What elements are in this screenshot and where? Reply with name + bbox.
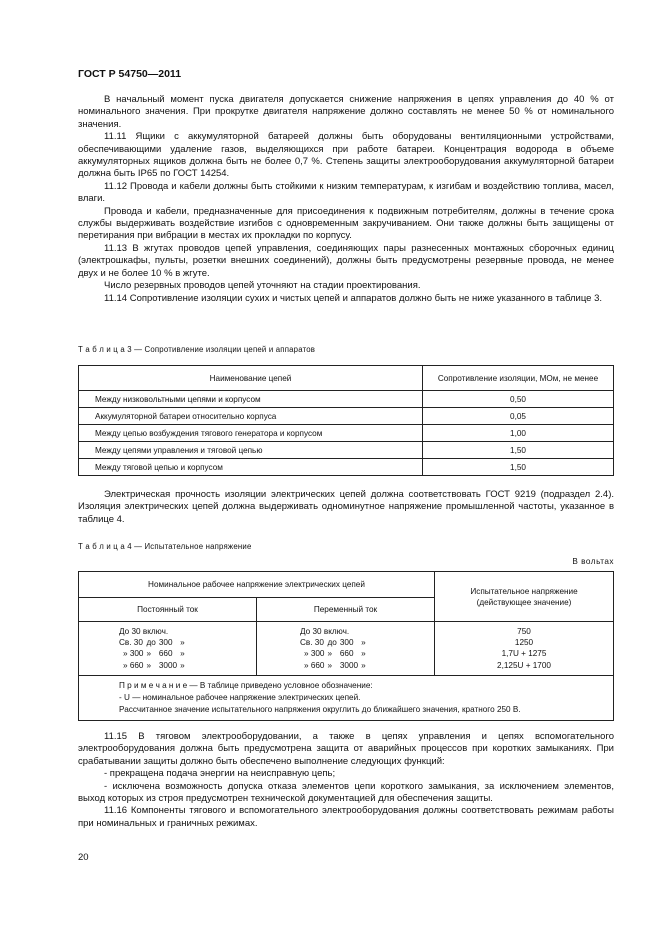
table4-header-group: Номинальное рабочее напряжение электрических цепей bbox=[79, 572, 435, 598]
document-header: ГОСТ Р 54750—2011 bbox=[78, 68, 182, 80]
paragraph: В начальный момент пуска двигателя допускается снижение напряжения в цепях управления до 40 % от номинального значения. При прокрутке двигателя напряжение должно составлять не менее 50 % от номинального значения. bbox=[78, 94, 614, 130]
table-cell: 1,50 bbox=[423, 442, 614, 459]
range-cell: » bbox=[180, 660, 185, 670]
range-cell: » 660 bbox=[123, 660, 144, 670]
table4-header-dc: Постоянный ток bbox=[79, 598, 257, 622]
range-cell: 3000 bbox=[158, 660, 178, 670]
range-cell: » 300 bbox=[304, 649, 325, 659]
table-row bbox=[79, 442, 614, 459]
table-cell: 1,00 bbox=[423, 425, 614, 442]
range-cell: 3000 bbox=[339, 660, 359, 670]
range-cell: » bbox=[361, 660, 366, 670]
range-cell: Св. 30 bbox=[300, 638, 324, 648]
paragraph-11-11: 11.11 Ящики с аккумуляторной батареей должны быть оборудованы вентиляционными устройствами, обеспечивающими удаление газов, выделяющихся при работе батареи. Концентрация водорода в объеме аккумуляторных ящиков должна быть не более 0,7 %. Степень защиты электрооборудования аккумуляторной батареи должна быть IP65 по ГОСТ 14254. bbox=[78, 131, 614, 180]
table3 bbox=[78, 365, 614, 476]
test-value: 1250 bbox=[514, 638, 534, 648]
text-block-mid bbox=[78, 489, 614, 526]
table4-caption: Т а б л и ц а 4 — Испытательное напряжение bbox=[78, 542, 252, 551]
range-cell: 660 bbox=[339, 649, 354, 659]
table-cell: 0,50 bbox=[423, 391, 614, 408]
range-cell: » bbox=[361, 649, 366, 659]
table-row bbox=[79, 391, 614, 408]
table-cell: Между низковольтными цепями и корпусом bbox=[79, 391, 423, 408]
table-row bbox=[79, 459, 614, 476]
table4 bbox=[78, 571, 614, 721]
table-cell: 0,05 bbox=[423, 408, 614, 425]
header-line: (действующее значение) bbox=[476, 597, 572, 607]
table-cell: Аккумуляторной батареи относительно корпуса bbox=[79, 408, 423, 425]
paragraph: - прекращена подача энергии на неисправную цепь; bbox=[104, 768, 336, 780]
range-cell: до bbox=[327, 638, 337, 648]
table4-header-test bbox=[435, 572, 614, 622]
note-title: П р и м е ч а н и е — В таблице приведено условное обозначение: bbox=[119, 680, 373, 690]
range-cell: » bbox=[180, 638, 185, 648]
test-value: 750 bbox=[517, 627, 531, 636]
paragraph: - исключена возможность допуска отказа элементов цепи короткого замыкания, за исключением элементов, выход которых из строя предусмотрен технической документацией для обеспечения защиты. bbox=[78, 780, 614, 805]
page-number: 20 bbox=[78, 852, 89, 863]
text-block-bottom bbox=[78, 731, 614, 830]
range-cell: » bbox=[327, 649, 333, 659]
note-line: - U — номинальное рабочее напряжение электрических цепей. bbox=[119, 693, 361, 703]
paragraph-11-12: 11.12 Провода и кабели должны быть стойкими к низким температурам, к изгибам и воздействию топлива, масел, влаги. bbox=[78, 180, 614, 205]
table-cell: Между цепями управления и тяговой цепью bbox=[79, 442, 423, 459]
paragraph-11-16: 11.16 Компоненты тягового и вспомогательного электрооборудования должны соответствовать режимам работы при номинальных и граничных режимах. bbox=[78, 805, 614, 829]
ac-ranges bbox=[257, 622, 435, 676]
paragraph-11-15: 11.15 В тяговом электрооборудовании, а также в цепях управления и цепях вспомогательного электрооборудования должна быть предусмотрена защита от аварийных процессов при коротких замыканиях. При срабатывании защиты должно быть обеспечено выполнение следующих функций: bbox=[78, 731, 614, 767]
paragraph: Число резервных проводов цепей уточняют на стадии проектирования. bbox=[104, 280, 421, 292]
range-cell: » bbox=[327, 660, 333, 670]
test-values bbox=[435, 622, 614, 676]
range-cell: Св. 30 bbox=[119, 638, 143, 648]
paragraph-11-13: 11.13 В жгутах проводов цепей управления, соединяющих пары разнесенных монтажных сборочных единиц (электрошкафы, пульты, розетки внешних соединений), должны быть предусмотрены резервные провода, не менее двух и не более 10 % в жгуте. bbox=[78, 242, 614, 279]
table4-units: В вольтах bbox=[572, 557, 614, 566]
header-line: Испытательное напряжение bbox=[470, 586, 578, 596]
table-row bbox=[79, 622, 614, 676]
table-cell: Между тяговой цепью и корпусом bbox=[79, 459, 423, 476]
table-row bbox=[79, 408, 614, 425]
note-line: Рассчитанное значение испытательного напряжения округлить до ближайшего значения, кратного 250 В. bbox=[119, 705, 521, 715]
range-cell: » bbox=[180, 649, 185, 659]
paragraph-11-14: 11.14 Сопротивление изоляции сухих и чистых цепей и аппаратов должно быть не ниже указанного в таблице 3. bbox=[104, 292, 603, 304]
range-cell: » 660 bbox=[304, 660, 325, 670]
range-cell: До 30 включ. bbox=[300, 627, 350, 636]
range-cell: » 300 bbox=[123, 649, 144, 659]
text-block-top bbox=[78, 94, 614, 305]
dc-ranges bbox=[79, 622, 257, 676]
range-cell: » bbox=[146, 660, 152, 670]
paragraph: Провода и кабели, предназначенные для присоединения к подвижным потребителям, должны в течение срока службы выдерживать воздействие изгибов с одновременным закручиванием. Они также должны быть защищены от перетирания при вибрации в местах их прокладки по корпусу. bbox=[78, 205, 614, 242]
table4-header-ac: Переменный ток bbox=[257, 598, 435, 622]
table-row bbox=[79, 425, 614, 442]
table-cell: Между цепью возбуждения тягового генератора и корпусом bbox=[79, 425, 423, 442]
table4-note bbox=[79, 675, 614, 721]
table3-caption: Т а б л и ц а 3 — Сопротивление изоляции цепей и аппаратов bbox=[78, 345, 316, 354]
table-cell: 1,50 bbox=[423, 459, 614, 476]
range-cell: 300 bbox=[339, 638, 354, 648]
test-value: 1,7U + 1275 bbox=[501, 649, 547, 659]
range-cell: » bbox=[146, 649, 152, 659]
range-cell: До 30 включ. bbox=[119, 627, 169, 636]
range-cell: до bbox=[146, 638, 156, 648]
paragraph: Электрическая прочность изоляции электрических цепей должна соответствовать ГОСТ 9219 (подраздел 2.4). Изоляция электрических цепей должна выдерживать одноминутное напряжение промышленной частоты, указанное в таблице 4. bbox=[78, 489, 614, 525]
range-cell: 660 bbox=[158, 649, 173, 659]
table3-header-name: Наименование цепей bbox=[79, 366, 423, 391]
range-cell: » bbox=[361, 638, 366, 648]
range-cell: 300 bbox=[158, 638, 173, 648]
table3-header-resistance: Сопротивление изоляции, МОм, не менее bbox=[423, 366, 614, 391]
test-value: 2,125U + 1700 bbox=[497, 660, 551, 670]
